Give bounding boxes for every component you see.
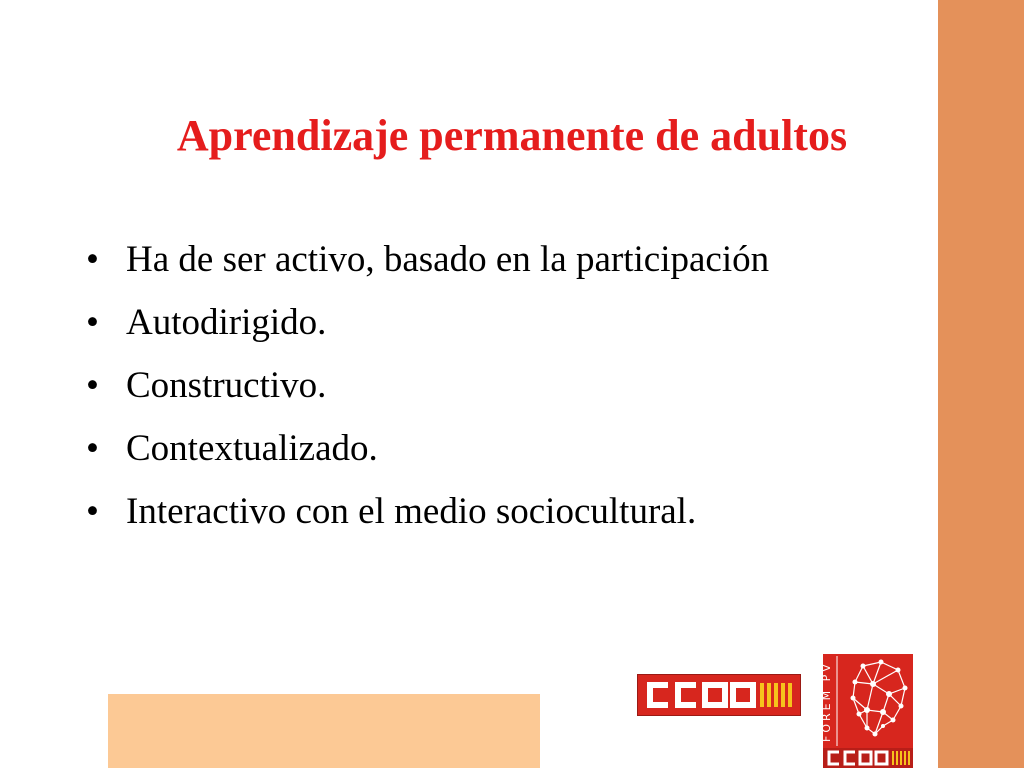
bullet-text: Contextualizado. [126, 428, 378, 469]
bullet-item [86, 291, 769, 354]
bullet-marker: • [86, 428, 99, 469]
bullet-list [86, 228, 769, 543]
bullet-marker: • [86, 302, 99, 343]
bullet-item [86, 417, 769, 480]
forem-pv-logo [820, 654, 913, 768]
bullet-marker: • [86, 239, 99, 280]
bullet-item [86, 480, 769, 543]
bottom-accent-block [108, 694, 540, 768]
bullet-marker: • [86, 491, 99, 532]
forem-network-graphic [820, 654, 913, 768]
svg-text:FOREM PV: FOREM PV [820, 661, 833, 742]
bullet-marker: • [86, 365, 99, 406]
bullet-item [86, 354, 769, 417]
bullet-text: Interactivo con el medio sociocultural. [126, 491, 697, 532]
slide-title: Aprendizaje permanente de adultos [176, 111, 848, 160]
bullet-text: Constructivo. [126, 365, 327, 406]
ccoo-logo [637, 674, 801, 716]
bullet-text: Ha de ser activo, basado en la participación [126, 239, 770, 280]
ccoo-logo-graphic [638, 675, 800, 715]
bullet-text: Autodirigido. [126, 302, 327, 343]
bullet-item [86, 228, 769, 291]
